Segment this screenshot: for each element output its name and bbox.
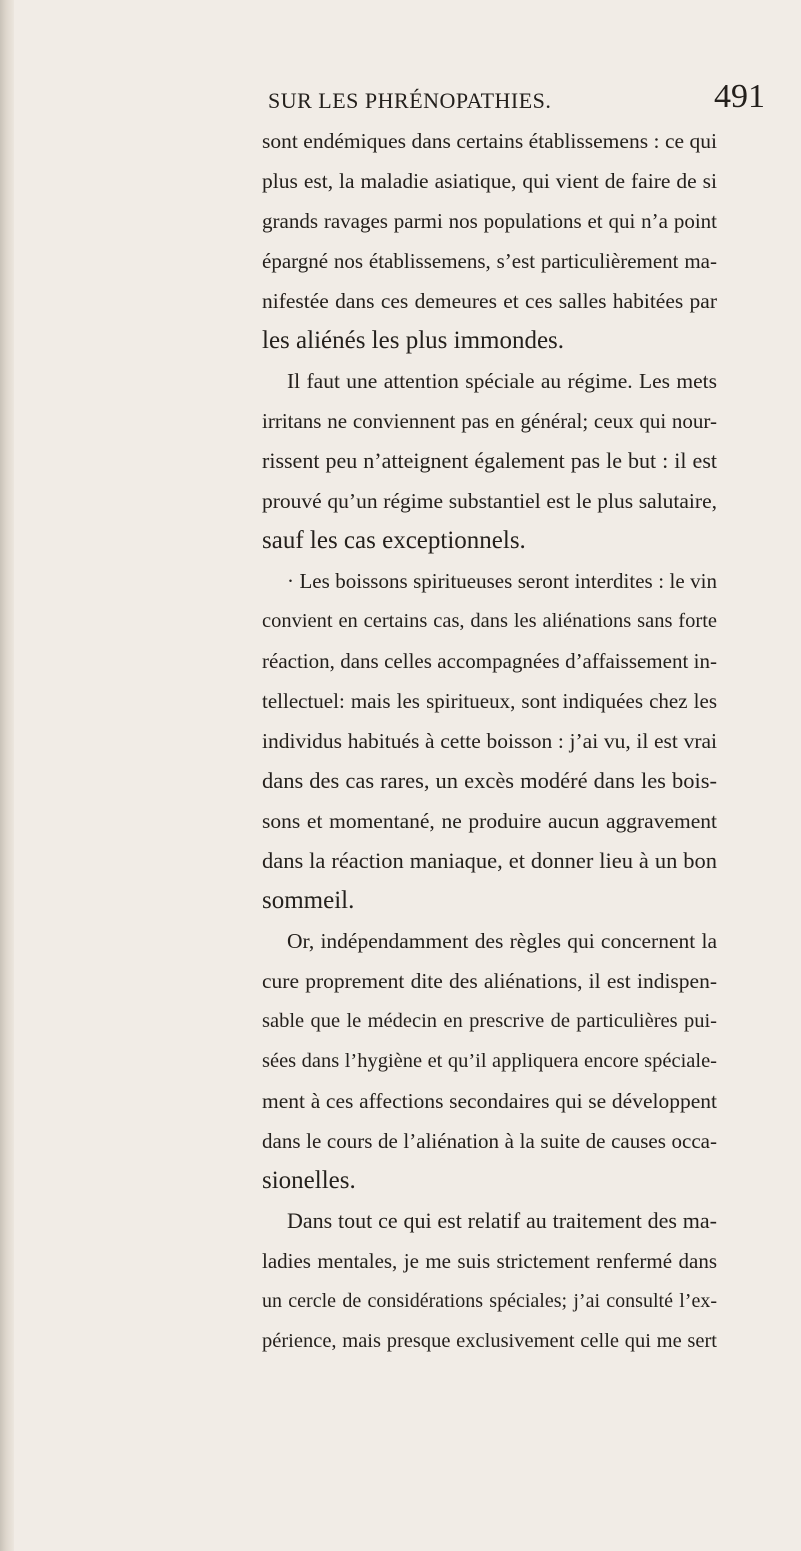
running-head <box>0 78 801 122</box>
text-line: épargné nos établissemens, s’est particulièrement ma- <box>262 249 717 273</box>
text-line: réaction, dans celles accompagnées d’affaissement in- <box>262 649 717 673</box>
text-line: dans des cas rares, un excès modéré dans les bois- <box>262 768 717 793</box>
text-line: nifestée dans ces demeures et ces salles habitées par <box>262 289 717 313</box>
text-line: sées dans l’hygiène et qu’il appliquera encore spéciale- <box>262 1050 717 1072</box>
text-line: Dans tout ce qui est relatif au traitement des ma- <box>287 1208 717 1233</box>
text-line: Or, indépendamment des règles qui concernent la <box>287 929 717 953</box>
text-line: rissent peu n’atteignent également pas le but : il est <box>262 448 717 473</box>
text-line: cure proprement dite des aliénations, il est indispen- <box>262 969 717 993</box>
text-line: · Les boissons spiritueuses seront interdites : le vin <box>287 569 717 593</box>
text-line: sons et momentané, ne produire aucun aggravement <box>262 809 717 833</box>
text-line: dans le cours de l’aliénation à la suite de causes occa- <box>262 1129 717 1153</box>
text-line: Il faut une attention spéciale au régime. Les mets <box>287 369 717 393</box>
text-line: sommeil. <box>262 887 355 914</box>
text-line: les aliénés les plus immondes. <box>262 327 565 354</box>
text-line: irritans ne conviennent pas en général; ceux qui nour- <box>262 409 717 433</box>
text-line: ment à ces affections secondaires qui se développent <box>262 1089 717 1113</box>
text-line: sont endémiques dans certains établissemens : ce qui <box>262 129 717 153</box>
text-line: convient en certains cas, dans les aliénations sans forte <box>262 610 717 632</box>
body-text <box>262 121 717 1361</box>
text-line: sauf les cas exceptionnels. <box>262 527 526 554</box>
text-line: dans la réaction maniaque, et donner lieu à un bon <box>262 848 717 873</box>
text-line: tellectuel: mais les spiritueux, sont indiquées chez les <box>262 689 717 713</box>
page-binding-edge <box>0 0 14 1551</box>
text-line: grands ravages parmi nos populations et qui n’a point <box>262 209 717 233</box>
text-line: plus est, la maladie asiatique, qui vient de faire de si <box>262 169 717 193</box>
text-line: prouvé qu’un régime substantiel est le plus salutaire, <box>262 489 717 513</box>
text-line: un cercle de considérations spéciales; j’ai consulté l’ex- <box>262 1290 717 1312</box>
text-line: sionelles. <box>262 1167 356 1194</box>
text-line: individus habitués à cette boisson : j’ai vu, il est vrai <box>262 729 717 753</box>
page-number: 491 <box>714 78 765 115</box>
text-line: périence, mais presque exclusivement celle qui me sert <box>262 1330 717 1352</box>
text-line: ladies mentales, je me suis strictement renfermé dans <box>262 1249 717 1273</box>
text-line: sable que le médecin en prescrive de particulières pui- <box>262 1010 717 1032</box>
running-title: SUR LES PHRÉNOPATHIES. <box>268 88 552 113</box>
